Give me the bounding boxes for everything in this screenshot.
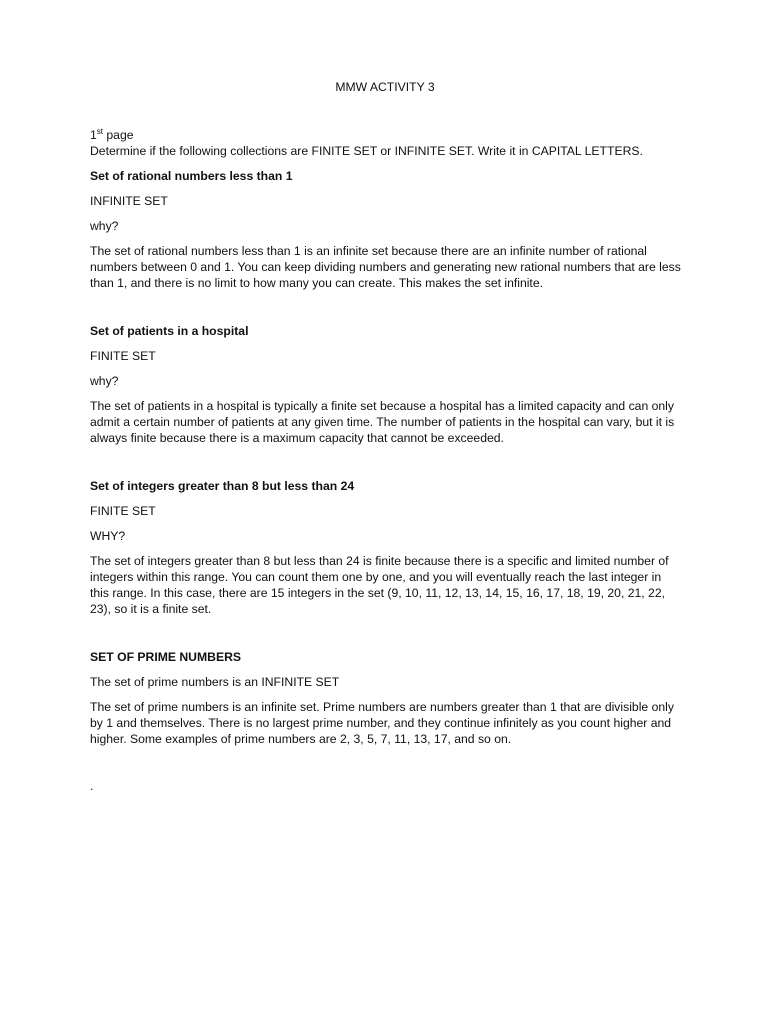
section-prime-numbers	[90, 649, 682, 747]
section-heading: Set of patients in a hospital	[90, 324, 249, 338]
page-label	[90, 127, 690, 143]
instructions-text: Determine if the following collections are FINITE SET or INFINITE SET. Write it in CAPITAL LETTERS.	[90, 144, 643, 158]
page-label-suffix: st	[96, 126, 104, 136]
intro-block	[90, 127, 690, 159]
section-integers-range	[90, 478, 682, 617]
section-explanation: The set of prime numbers is an infinite set. Prime numbers are numbers greater than 1 that are divisible only by 1 and themselves. There is no largest prime number, and they continue infinitely as you count higher and higher. Some examples of prime numbers are 2, 3, 5, 7, 11, 13, 17, and so on.	[90, 700, 674, 746]
section-why-label: WHY?	[90, 529, 126, 543]
section-answer: FINITE SET	[90, 504, 156, 518]
document-title: MMW ACTIVITY 3	[335, 80, 435, 94]
page-label-number: 1	[90, 128, 97, 142]
section-rational-numbers	[90, 168, 682, 291]
section-heading: Set of rational numbers less than 1	[90, 169, 293, 183]
section-why-label: why?	[90, 219, 119, 233]
trailing-period: .	[90, 779, 94, 793]
section-answer: INFINITE SET	[90, 194, 168, 208]
section-why-label: why?	[90, 374, 119, 388]
section-explanation: The set of rational numbers less than 1 is an infinite set because there are an infinite number of rational numbers between 0 and 1. You can keep dividing numbers and generating new rational numbers that are less than 1, and there is no limit to how many you can create. This makes the set infinite.	[90, 244, 681, 290]
section-heading: SET OF PRIME NUMBERS	[90, 650, 241, 664]
page-label-text: page	[103, 128, 134, 142]
section-answer: FINITE SET	[90, 349, 156, 363]
section-explanation: The set of patients in a hospital is typically a finite set because a hospital has a limited capacity and can only admit a certain number of patients at any given time. The number of patients in the hospital can vary, but it is always finite because there is a maximum capacity that cannot be exceeded.	[90, 399, 675, 445]
section-explanation: The set of integers greater than 8 but less than 24 is finite because there is a specific and limited number of integers within this range. You can count them one by one, and you will eventually reach the last integer in this range. In this case, there are 15 integers in the set (9, 10, 11, 12, 13, 14, 15, 16, 17, 18, 19, 20, 21, 22, 23), so it is a finite set.	[90, 554, 669, 616]
section-heading: Set of integers greater than 8 but less than 24	[90, 479, 355, 493]
section-hospital-patients	[90, 323, 682, 446]
section-answer: The set of prime numbers is an INFINITE SET	[90, 675, 340, 689]
